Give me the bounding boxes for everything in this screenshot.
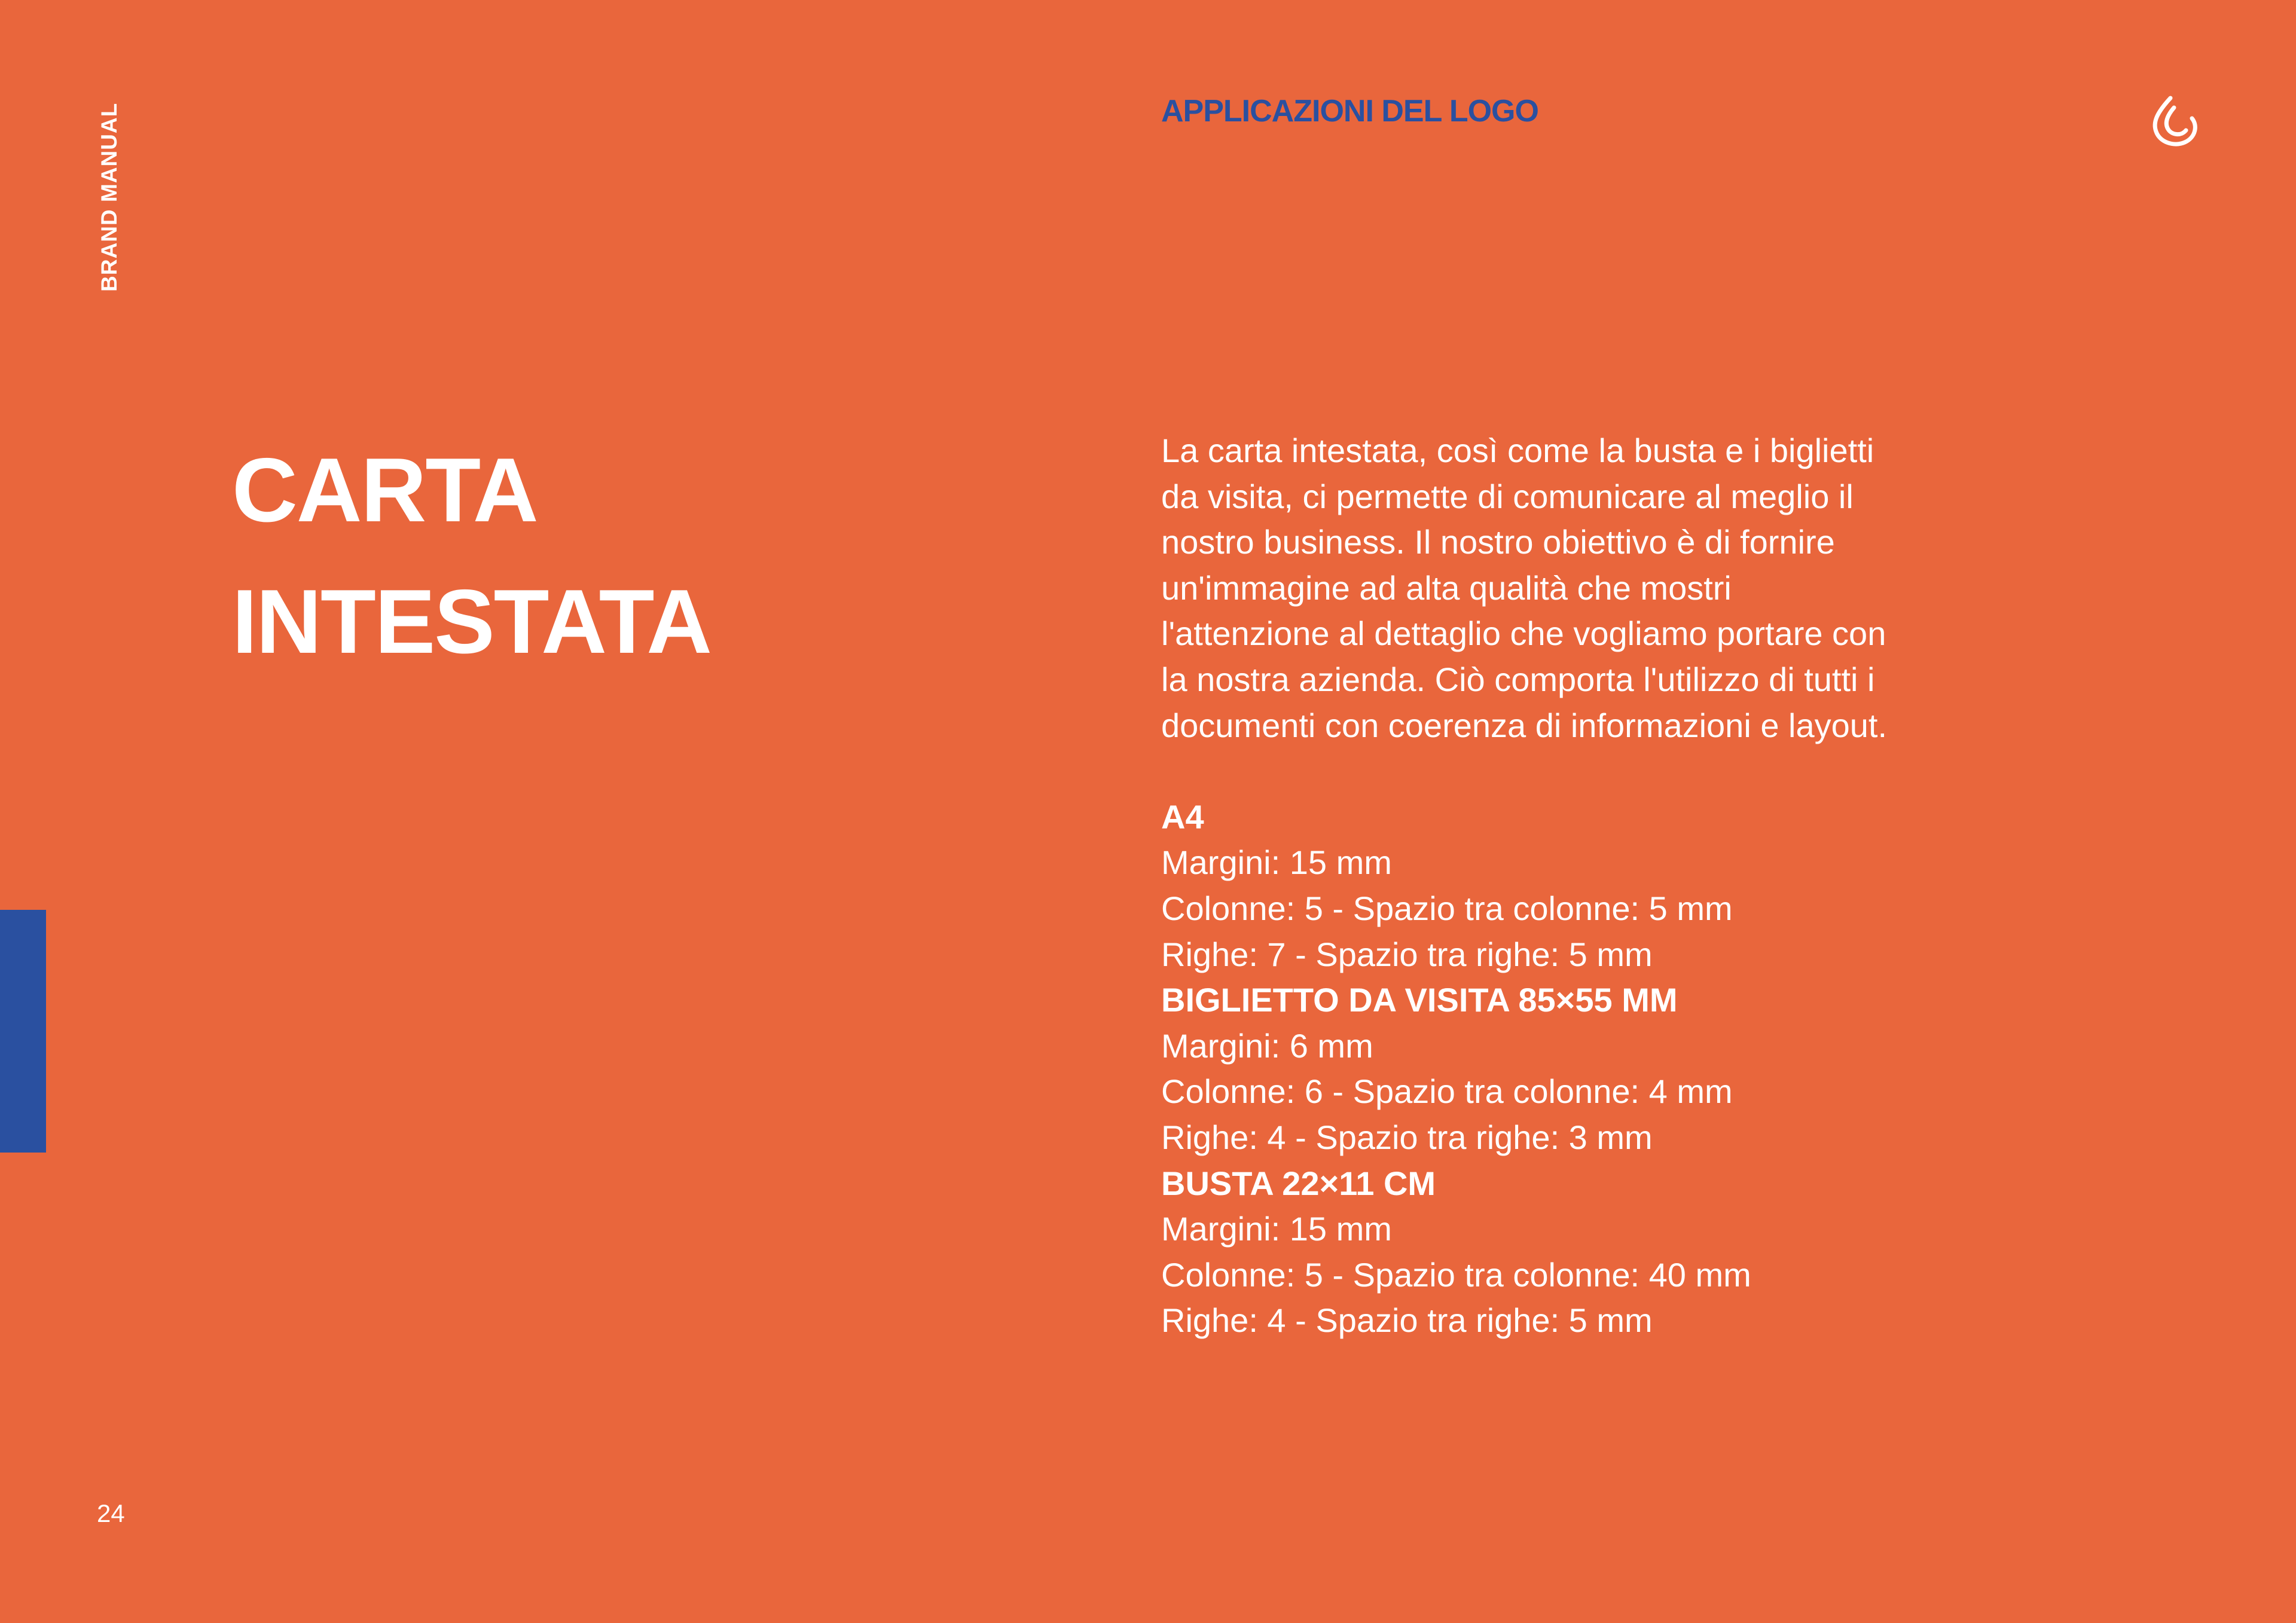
page-title-line-2: INTESTATA — [232, 571, 712, 673]
spec-line: Margini: 6 mm — [1161, 1026, 1373, 1065]
spec-line: Righe: 4 - Spazio tra righe: 5 mm — [1161, 1301, 1653, 1340]
drop-swirl-icon — [2150, 94, 2200, 149]
spec-block-envelope — [1161, 1161, 1909, 1344]
spec-block-business-card — [1161, 977, 1909, 1160]
spec-title: BIGLIETTO DA VISITA 85×55 MM — [1161, 981, 1678, 1019]
page-number: 24 — [97, 1499, 125, 1527]
accent-bar — [0, 910, 46, 1153]
spec-line: Colonne: 5 - Spazio tra colonne: 5 mm — [1161, 889, 1733, 927]
spec-title: BUSTA 22×11 CM — [1161, 1164, 1436, 1202]
spec-line: Righe: 4 - Spazio tra righe: 3 mm — [1161, 1118, 1653, 1156]
intro-paragraph: La carta intestata, così come la busta e i biglietti da visita, ci permette di comunicare al meglio il nostro business. Il nostro obiettivo è di fornire un'immagine ad alta qualità che mostri l'attenzione al dettaglio che vogliamo portare con la nostra azienda. Ciò comporta l'utilizzo di tutti i documenti con coerenza di informazioni e layout. — [1161, 432, 1888, 744]
spec-line: Margini: 15 mm — [1161, 843, 1392, 882]
spec-line: Margini: 15 mm — [1161, 1210, 1392, 1248]
spec-block-a4 — [1161, 794, 1909, 977]
spec-title: A4 — [1161, 797, 1204, 836]
spec-line: Colonne: 6 - Spazio tra colonne: 4 mm — [1161, 1072, 1733, 1111]
spec-line: Colonne: 5 - Spazio tra colonne: 40 mm — [1161, 1255, 1751, 1294]
section-title: APPLICAZIONI DEL LOGO — [1161, 94, 1538, 129]
page-title — [232, 424, 711, 687]
body-text — [1161, 428, 1909, 1344]
page-title-line-1: CARTA — [232, 439, 538, 541]
brand-manual-label: BRAND MANUAL — [97, 102, 121, 292]
spec-line: Righe: 7 - Spazio tra righe: 5 mm — [1161, 935, 1653, 973]
